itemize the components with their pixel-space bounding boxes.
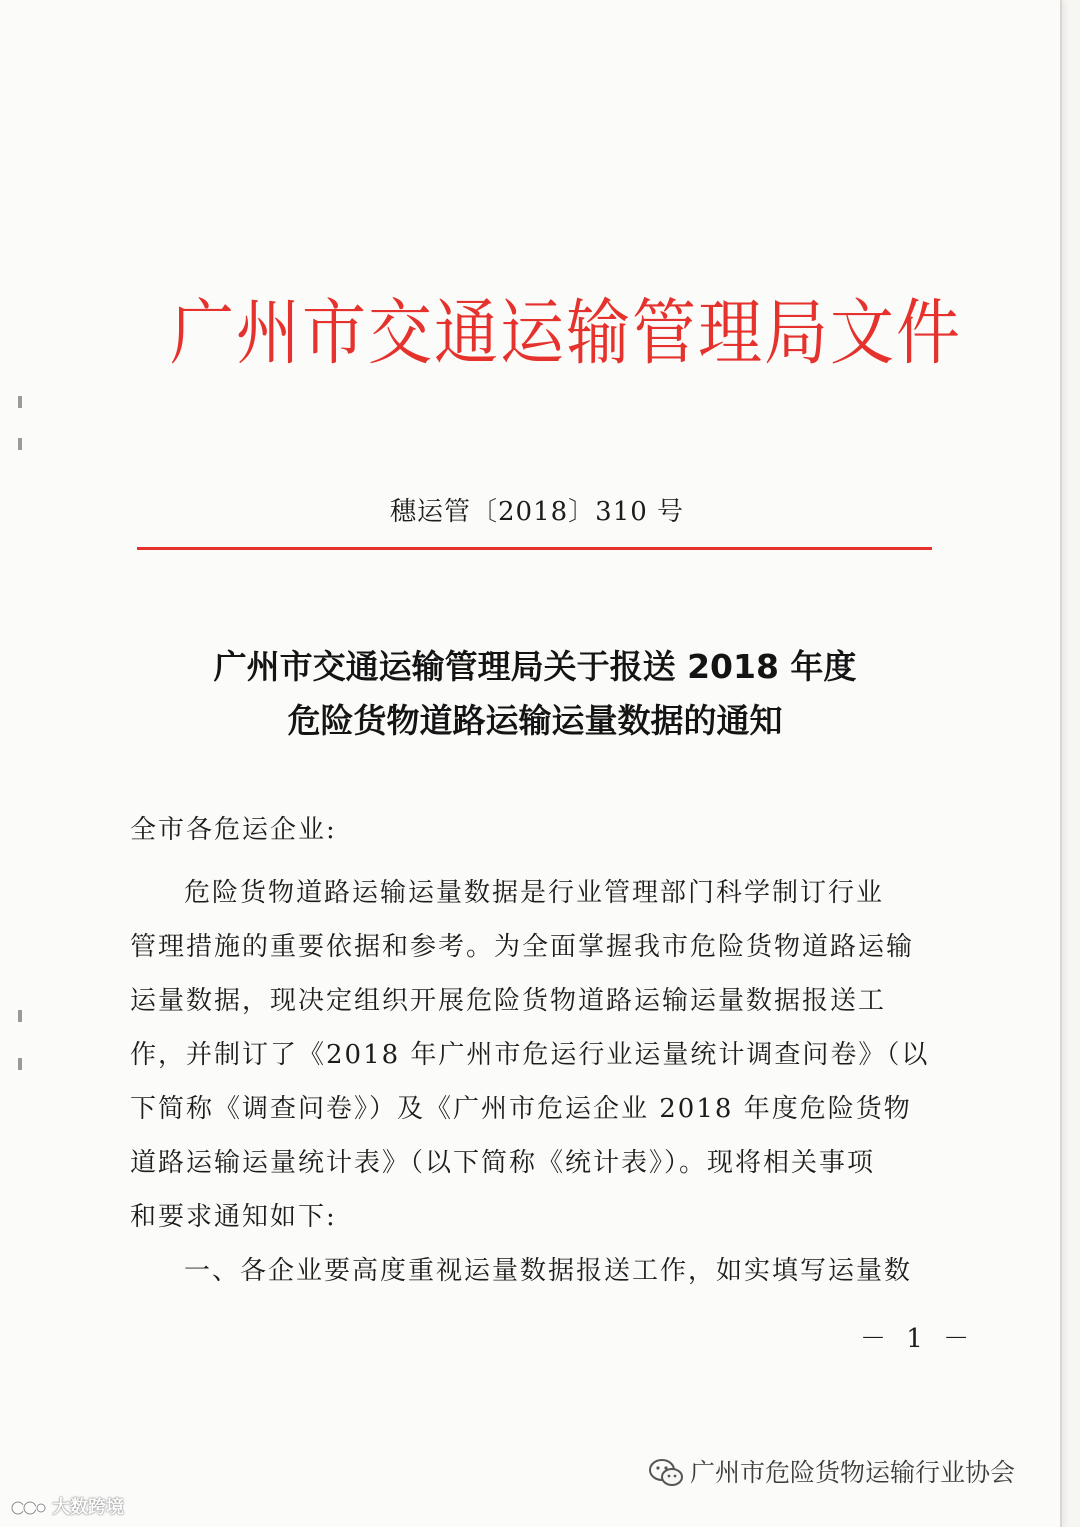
body-line: 和要求通知如下: — [130, 1202, 337, 1232]
body-line: 下简称《调查问卷》）及《广州市危运企业 2018 年度危险货物 — [130, 1094, 912, 1124]
page-number: － 1 － — [860, 1324, 976, 1354]
notice-body — [130, 866, 930, 1298]
body-line: 道路运输运量统计表》（以下简称《统计表》）。现将相关事项 — [130, 1148, 876, 1178]
body-line: 危险货物道路运输运量数据是行业管理部门科学制订行业 — [184, 878, 885, 908]
watermark — [10, 1497, 124, 1519]
wechat-account-name: 广州市危险货物运输行业协会 — [690, 1458, 1016, 1487]
body-line: 一、各企业要高度重视运量数据报送工作，如实填写运量数 — [184, 1256, 913, 1286]
body-line: 作，并制订了《2018 年广州市危运行业运量统计调查问卷》（以 — [130, 1040, 930, 1070]
scan-mark — [18, 1010, 22, 1022]
header-red-divider — [137, 547, 932, 550]
body-line: 管理措施的重要依据和参考。为全面掌握我市危险货物道路运输 — [130, 932, 915, 962]
notice-recipient: 全市各危运企业: — [130, 815, 337, 845]
body-line: 运量数据，现决定组织开展危险货物道路运输运量数据报送工 — [130, 986, 887, 1016]
notice-title-line: 危险货物道路运输运量数据的通知 — [287, 701, 783, 740]
document-header-title: 广州市交通运输管理局文件 — [170, 292, 962, 376]
scan-mark — [18, 1058, 22, 1070]
scan-mark — [18, 438, 22, 450]
notice-title — [120, 640, 950, 748]
wechat-icon — [648, 1458, 684, 1488]
watermark-logo-icon — [10, 1497, 48, 1519]
watermark-text: 大数跨境 — [52, 1497, 124, 1518]
notice-title-line: 广州市交通运输管理局关于报送 2018 年度 — [213, 647, 857, 686]
wechat-account-link[interactable] — [648, 1456, 1015, 1490]
document-number: 穗运管〔2018〕310 号 — [390, 497, 685, 527]
scan-mark — [18, 396, 22, 408]
